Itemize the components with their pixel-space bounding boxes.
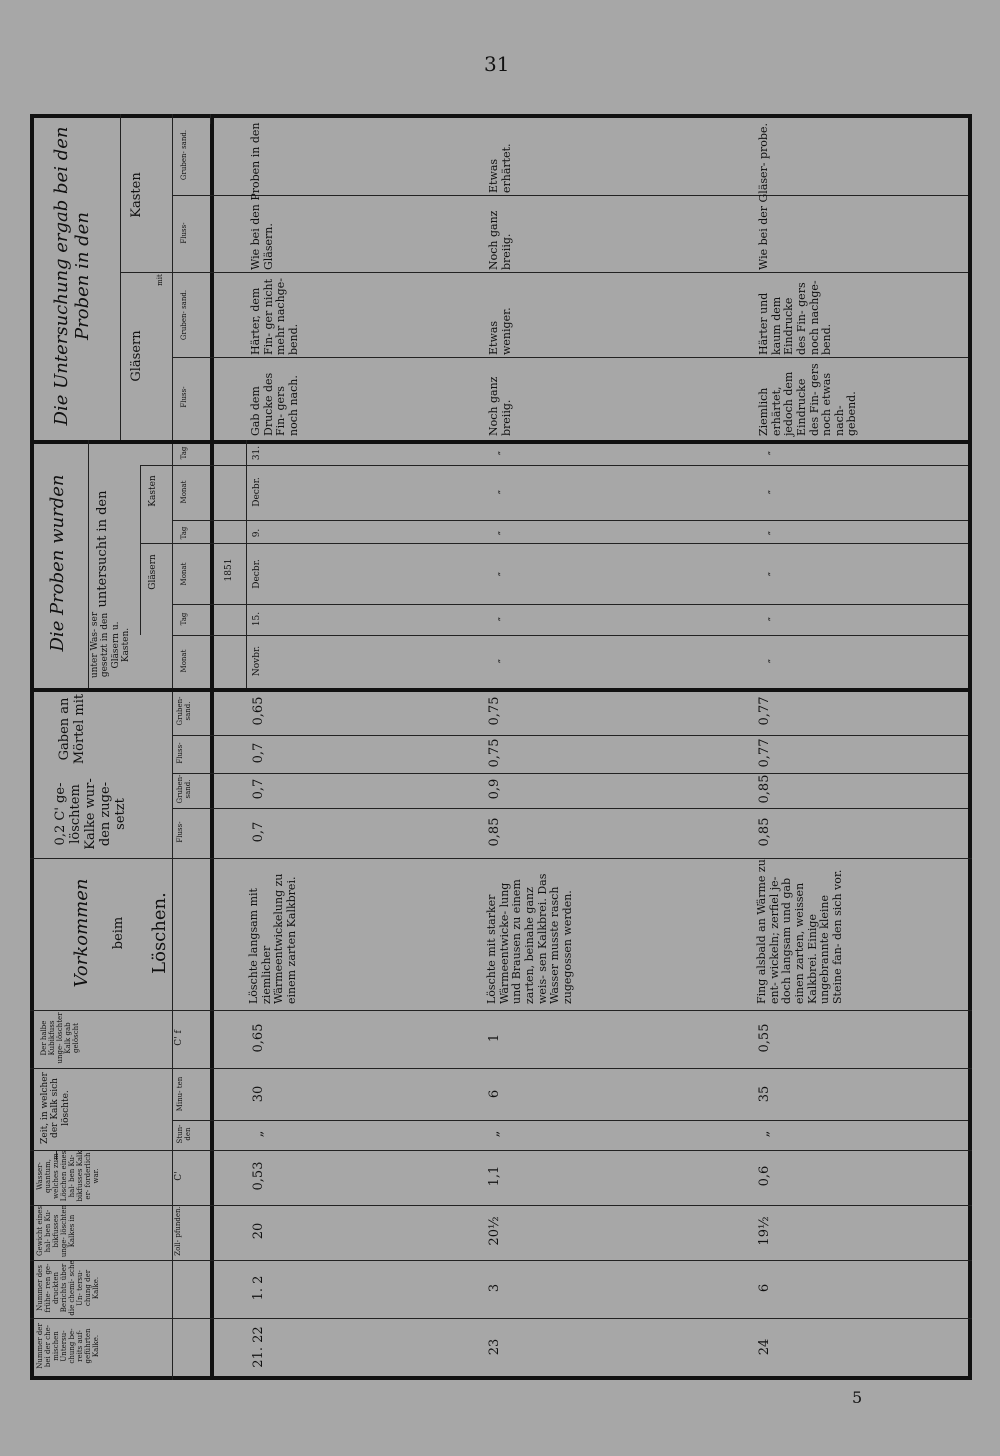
header-halbe: Der halbe Kubikfuss unge- löschter Kalk gab gelöscht xyxy=(40,1012,81,1064)
table-left-border xyxy=(30,114,34,1380)
row2-num-bei: 23 xyxy=(487,1338,502,1356)
header-zeit: Zeit, in welcher der Kalk sich löschte. xyxy=(40,1072,71,1144)
header-geloescht: 0,2 C' ge- löschtem Kalke wur- den zuge- setzt xyxy=(53,778,128,850)
document-page: 31 Nummer der bei der che- mischen Untersu- chung be- reits auf- geführten Kalke. Nummer des frühe- ren ge- druckten Berichts über die chemi- sche Un- tersu- chung der Kalke. Gewicht eines hal- ben Ku- bikfusses unge- löschten Kalkes in Zoll- pfunden. Wasser- quantum, welches zum Löschen eines hal- ben Ku- bikfusses Kalk er- forderlich war. C' Zeit, in welcher der Kalk sich löschte. Stun- den Minu- ten Der halbe Kubikfuss unge- löschter Kalk gab gelöscht C' f Vorkommen beim Löschen. 0,2 C' ge- löschtem Kalke wur- den zuge- setzt Fluss- Gruben- sand. Gaben an Mörtel mit Fluss- Gruben- sand. Die Proben wurden unter Was- ser gesetzt in den Gläsern u. Kasten. Monat Tag untersucht in den Gläsern Kasten Monat Tag Monat Tag Die Untersuchung ergab bei den Proben in den Gläsern Kasten mit Fluss- Gruben- sand. Fluss- Gruben- sand. 1851 21. 22 1. 2 20 0,53 „ 30 0,65 Löschte langsam mit ziemlicher Wärmeentwickelung zu einem zarten Kalkbrei. 0,7 0,7 0,7 0,65 Novbr. 15. Decbr. 9. Decbr. 31. Gab dem Drucke des Fin- gers noch nach. Härter, dem Fin- ger nicht mehr nachge- bend. Wie bei den Proben in den Gläsern. 23 3 20½ 1,1 „ 6 1 Löschte mit starker Wärmeentwicke- lung und Brausen zu einem zarten, beinahe ganz weis- sen Kalkbrei. Das Wasser musste rasch zugegossen werden. 0,85 0,9 0,75 0,75 „ „ „ „ „ „ Noch ganz breiig. Etwas weniger. Noch ganz breiig. Etwas erhärtet. 24 6 19½ 0,6 „ 35 0,55 Fing alsbald an Wärme zu ent- wickeln; zerfiel je- doch langsam und gab einen zarten, weissen Kalkbrei. Einige ungebrannte kleine Steine fan- den sich vor. 0,85 0,85 0,77 0,77 „ „ „ „ „ „ Ziemlich erhärtet, jedoch dem Eindrucke des Fin- gers noch etwas nach- gebend. Härter und kaum dem Eindrucke des Fin- gers noch nachge- bend. Wie bei der Gläser- probe. 5 xyxy=(0,0,1000,1456)
header-zeit-minuten: Minu- ten xyxy=(176,1076,184,1112)
header-num-frueh: Nummer des frühe- ren ge- druckten Berichts über die chemi- sche Un- tersu- chung der Kalke. xyxy=(36,1260,101,1316)
header-body-divider xyxy=(210,114,214,1380)
header-gaben: Gaben an Mörtel mit xyxy=(57,693,87,765)
header-vorkommen: Vorkommen xyxy=(71,878,92,988)
header-untersucht: untersucht in den xyxy=(95,490,110,608)
year-label: 1851 xyxy=(224,558,234,582)
header-zeit-stunden: Stun- den xyxy=(176,1124,193,1144)
signature-mark: 5 xyxy=(852,1388,863,1407)
header-gewicht: Gewicht eines hal- ben Ku- bikfusses unge- löschten Kalkes in xyxy=(36,1204,77,1258)
subheader-divider xyxy=(172,114,173,1380)
header-wasser-unit: C' xyxy=(174,1171,184,1181)
header-halbe-unit: C' f xyxy=(174,1030,184,1046)
header-untersuchung: Die Untersuchung ergab bei den Proben in den xyxy=(51,126,93,426)
page-number: 31 xyxy=(484,52,510,76)
header-vorkommen-beim: beim xyxy=(111,916,126,950)
header-gewicht-unit: Zoll- pfunden. xyxy=(174,1206,182,1256)
header-proben: Die Proben wurden xyxy=(47,474,68,652)
header-unter-wasser: unter Was- ser gesetzt in den Gläsern u. Kasten. xyxy=(90,611,132,679)
header-vorkommen-loeschen: Löschen. xyxy=(149,892,170,974)
header-wasser: Wasser- quantum, welches zum Löschen eines hal- ben Ku- bikfusses Kalk er- forderlich war. xyxy=(36,1150,101,1202)
row3-num-bei: 24 xyxy=(757,1338,772,1356)
row1-num-bei: 21. 22 xyxy=(251,1326,266,1368)
table-right-border xyxy=(968,114,972,1380)
header-num-bei: Nummer der bei der che- mischen Untersu- chung be- reits auf- geführten Kalke. xyxy=(36,1323,101,1369)
